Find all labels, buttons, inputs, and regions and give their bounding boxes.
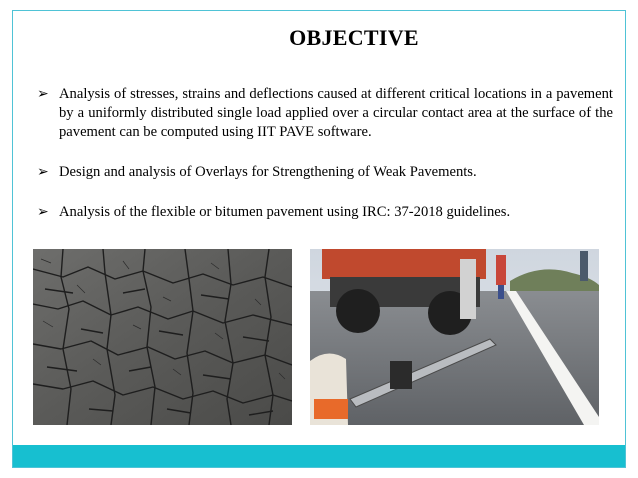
bullet-item <box>37 85 613 142</box>
cracked-pavement-photo <box>33 249 292 425</box>
arrow-bullet-icon: ➢ <box>37 86 49 102</box>
deflection-test-photo <box>310 249 599 425</box>
bullet-text: Analysis of the flexible or bitumen pavement using IRC: 37-2018 guidelines. <box>59 204 511 220</box>
arrow-bullet-icon: ➢ <box>37 204 49 220</box>
bullet-item <box>37 163 613 182</box>
arrow-bullet-icon: ➢ <box>37 164 49 180</box>
bullet-text: Design and analysis of Overlays for Strengthening of Weak Pavements. <box>59 164 477 180</box>
bullet-text: Analysis of stresses, strains and deflections caused at different critical locations in a pavement by a uniformly distributed single load applied over a circular contact area at the surface of the pavement can be computed using IIT PAVE software. <box>59 86 613 140</box>
slide-title: OBJECTIVE <box>289 25 419 50</box>
slide <box>12 10 626 468</box>
bullet-item <box>37 203 613 222</box>
bullet-list <box>37 85 613 243</box>
footer-bar <box>13 445 625 467</box>
